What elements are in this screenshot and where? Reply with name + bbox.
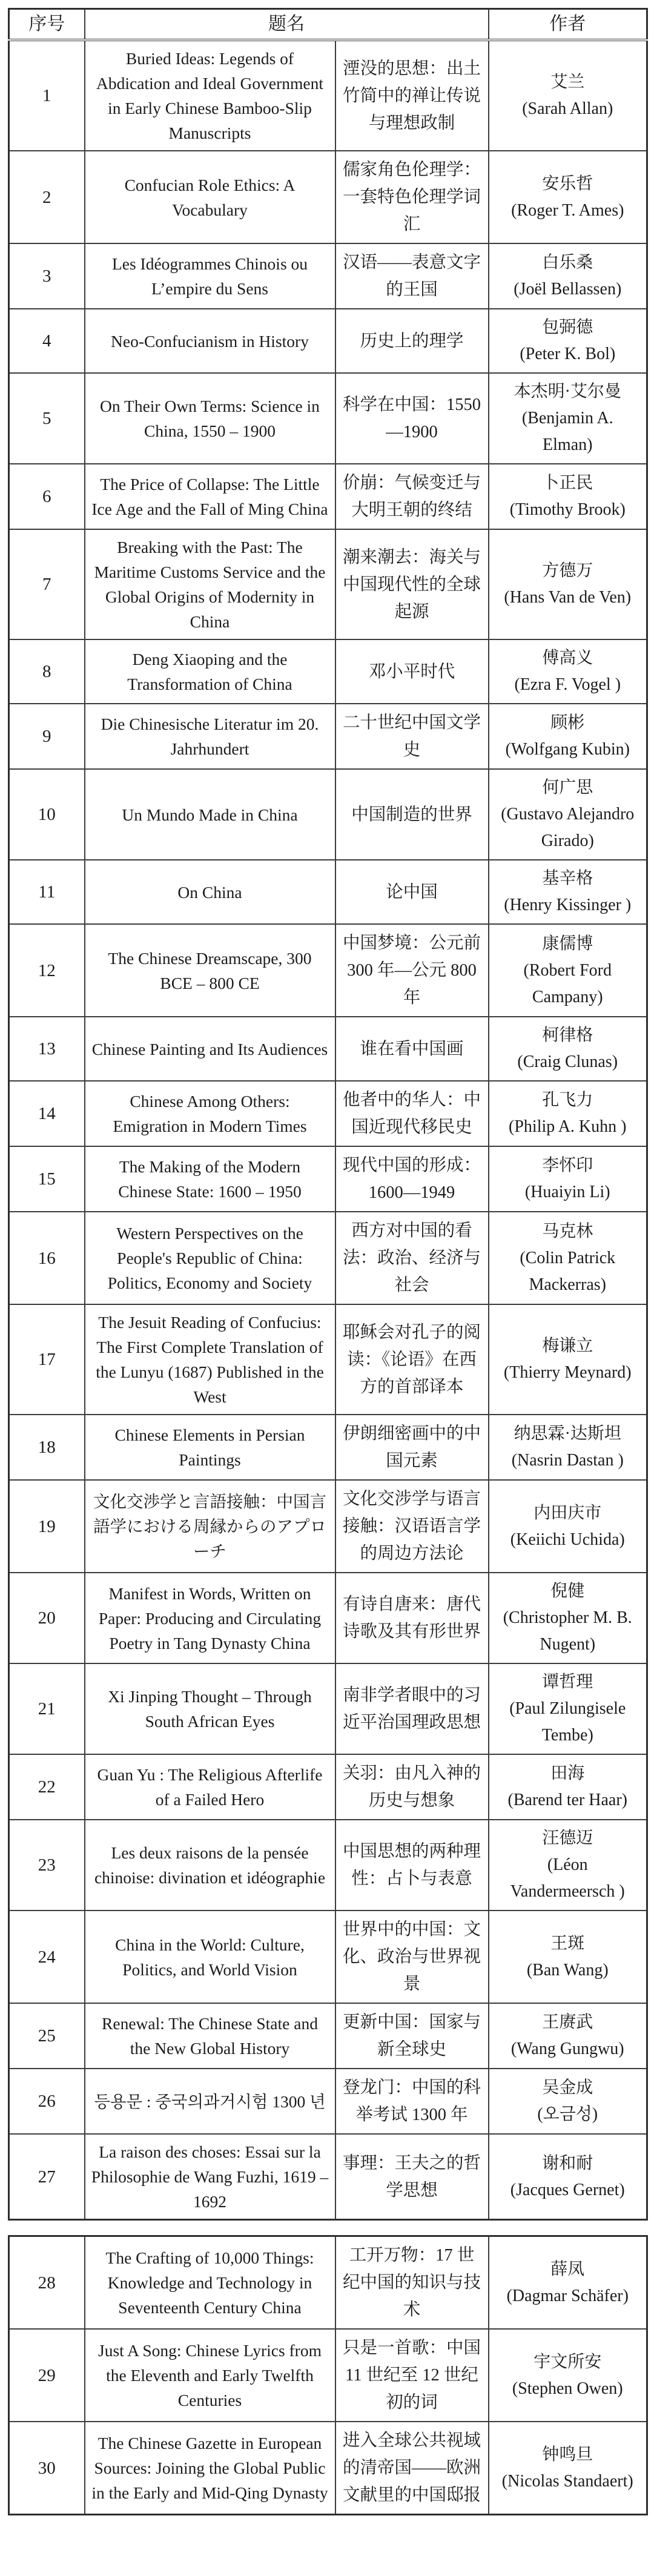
author-name-original: (Nicolas Standaert) <box>501 2471 633 2491</box>
author-cell <box>489 1663 647 1754</box>
author-cell <box>489 1081 647 1146</box>
title-original: La raison des choses: Essai sur la Philosophie de Wang Fuzhi, 1619 – 1692 <box>85 2134 335 2220</box>
author-cell <box>489 769 647 860</box>
title-original: Les Idéogrammes Chinois ou L’empire du Sens <box>85 243 335 309</box>
title-chinese: 登龙门：中国的科举考试 1300 年 <box>335 2069 489 2134</box>
author-name-original: (Keiichi Uchida) <box>510 1530 625 1549</box>
author-name-chinese: 内田庆市 <box>533 1503 602 1522</box>
table-row <box>9 1415 647 1480</box>
author-name-original: (Sarah Allan) <box>522 99 613 118</box>
row-number: 6 <box>9 464 85 529</box>
author-cell <box>489 2069 647 2134</box>
title-original: The Crafting of 10,000 Things: Knowledge and Technology in Seventeenth Century China <box>85 2236 335 2330</box>
title-chinese: 二十世纪中国文学史 <box>335 704 489 769</box>
row-number: 29 <box>9 2329 85 2422</box>
table-row <box>9 309 647 373</box>
title-original: On Their Own Terms: Science in China, 1550 – 1900 <box>85 373 335 464</box>
title-original: The Jesuit Reading of Confucius: The First Complete Translation of the Lunyu (1687) Published in the West <box>85 1304 335 1415</box>
author-name-original: (Henry Kissinger ) <box>504 896 632 914</box>
title-chinese: 工开万物：17 世纪中国的知识与技术 <box>335 2236 489 2330</box>
row-number: 8 <box>9 639 85 704</box>
title-original: Die Chinesische Literatur im 20. Jahrhundert <box>85 704 335 769</box>
row-number: 12 <box>9 924 85 1017</box>
table-row <box>9 1911 647 2003</box>
title-chinese: 历史上的理学 <box>335 309 489 373</box>
author-name-original: (오금성) <box>537 2105 598 2124</box>
row-number: 2 <box>9 151 85 243</box>
title-chinese: 中国梦境：公元前 300 年—公元 800 年 <box>335 924 489 1017</box>
author-name-chinese: 谭哲理 <box>542 1673 593 1691</box>
author-name-original: (Robert Ford Campany) <box>523 960 612 1006</box>
table-row <box>9 1754 647 1820</box>
table-row <box>9 1480 647 1573</box>
books-table-part-1 <box>8 8 648 2221</box>
table-row <box>9 2329 647 2422</box>
author-cell <box>489 1911 647 2003</box>
row-number: 4 <box>9 309 85 373</box>
title-chinese: 西方对中国的看法：政治、经济与社会 <box>335 1212 489 1304</box>
row-number: 13 <box>9 1017 85 1081</box>
row-number: 21 <box>9 1663 85 1754</box>
author-name-chinese: 方德万 <box>542 561 593 580</box>
author-name-chinese: 康儒博 <box>542 934 593 953</box>
title-chinese: 论中国 <box>335 860 489 924</box>
author-name-chinese: 钟鸣旦 <box>542 2445 593 2464</box>
table-row <box>9 151 647 243</box>
title-chinese: 关羽：由凡入神的历史与想象 <box>335 1754 489 1820</box>
author-cell <box>489 1017 647 1081</box>
title-original: Xi Jinping Thought – Through South African Eyes <box>85 1663 335 1754</box>
row-number: 27 <box>9 2134 85 2220</box>
title-original: Renewal: The Chinese State and the New Global History <box>85 2003 335 2069</box>
title-chinese: 事理：王夫之的哲学思想 <box>335 2134 489 2220</box>
author-cell <box>489 1212 647 1304</box>
title-chinese: 他者中的华人：中国近现代移民史 <box>335 1081 489 1146</box>
author-name-original: (Christopher M. B. Nugent) <box>503 1608 632 1654</box>
author-cell <box>489 639 647 704</box>
row-number: 23 <box>9 1820 85 1911</box>
table-row <box>9 1304 647 1415</box>
row-number: 18 <box>9 1415 85 1480</box>
table-row <box>9 1081 647 1146</box>
author-cell <box>489 1480 647 1573</box>
row-number: 30 <box>9 2422 85 2515</box>
author-name-original: (Ezra F. Vogel ) <box>514 675 621 694</box>
title-original: Chinese Painting and Its Audiences <box>85 1017 335 1081</box>
author-name-original: (Stephen Owen) <box>512 2379 623 2398</box>
author-name-chinese: 本杰明·艾尔曼 <box>514 382 621 401</box>
title-chinese: 文化交涉学与语言接触：汉语语言学的周边方法论 <box>335 1480 489 1573</box>
author-name-chinese: 李怀印 <box>542 1156 593 1175</box>
row-number: 14 <box>9 1081 85 1146</box>
author-name-chinese: 倪健 <box>550 1582 585 1600</box>
title-original: The Chinese Dreamscape, 300 BCE – 800 CE <box>85 924 335 1017</box>
title-original: The Chinese Gazette in European Sources: Joining the Global Public in the Early and Mid-Qing Dynasty <box>85 2422 335 2515</box>
title-chinese: 只是一首歌：中国 11 世纪至 12 世纪初的词 <box>335 2329 489 2422</box>
author-cell <box>489 309 647 373</box>
author-name-chinese: 顾彬 <box>550 713 585 732</box>
author-cell <box>489 1573 647 1663</box>
table-row <box>9 373 647 464</box>
title-chinese: 湮没的思想：出土竹简中的禅让传说与理想政制 <box>335 40 489 151</box>
row-number: 7 <box>9 529 85 639</box>
title-original: Un Mundo Made in China <box>85 769 335 860</box>
author-cell <box>489 373 647 464</box>
header-col-number: 序号 <box>9 9 85 41</box>
author-name-original: (Peter K. Bol) <box>520 345 616 363</box>
author-cell <box>489 2422 647 2515</box>
row-number: 25 <box>9 2003 85 2069</box>
table-body-part-1 <box>9 40 647 2220</box>
title-chinese: 耶稣会对孔子的阅读：《论语》在西方的首部译本 <box>335 1304 489 1415</box>
author-name-chinese: 宇文所安 <box>533 2352 602 2371</box>
title-original: Confucian Role Ethics: A Vocabulary <box>85 151 335 243</box>
author-name-chinese: 孔飞力 <box>542 1091 593 1109</box>
author-name-original: (Craig Clunas) <box>517 1052 618 1071</box>
title-original: China in the World: Culture, Politics, and World Vision <box>85 1911 335 2003</box>
author-name-original: (Ban Wang) <box>526 1960 609 1980</box>
author-name-original: (Benjamin A. Elman) <box>521 409 613 454</box>
author-name-original: (Philip A. Kuhn ) <box>509 1117 627 1136</box>
author-name-original: (Hans Van de Ven) <box>504 588 632 607</box>
table-header <box>9 9 647 41</box>
header-row <box>9 9 647 41</box>
title-original: Deng Xiaoping and the Transformation of China <box>85 639 335 704</box>
author-name-original: (Roger T. Ames) <box>511 200 624 220</box>
title-chinese: 价崩：气候变迁与大明王朝的终结 <box>335 464 489 529</box>
author-name-chinese: 田海 <box>550 1764 585 1783</box>
author-name-original: (Jacques Gernet) <box>510 2180 625 2199</box>
author-name-original: (Paul Zilungisele Tembe) <box>509 1699 626 1745</box>
title-chinese: 谁在看中国画 <box>335 1017 489 1081</box>
title-original: Manifest in Words, Written on Paper: Producing and Circulating Poetry in Tang Dynasty China <box>85 1573 335 1663</box>
table-row <box>9 2236 647 2330</box>
author-name-original: (Wang Gungwu) <box>510 2039 624 2058</box>
table-body-part-2 <box>9 2236 647 2515</box>
title-original: The Making of the Modern Chinese State: 1600 – 1950 <box>85 1146 335 1212</box>
author-cell <box>489 40 647 151</box>
title-original: 등용문 : 중국의과거시험 1300 년 <box>85 2069 335 2134</box>
table-row <box>9 2069 647 2134</box>
table-row <box>9 704 647 769</box>
row-number: 9 <box>9 704 85 769</box>
author-cell <box>489 1304 647 1415</box>
title-chinese: 现代中国的形成：1600—1949 <box>335 1146 489 1212</box>
title-original: Just A Song: Chinese Lyrics from the Eleventh and Early Twelfth Centuries <box>85 2329 335 2422</box>
table-row <box>9 2003 647 2069</box>
author-name-chinese: 艾兰 <box>550 73 585 91</box>
author-cell <box>489 2329 647 2422</box>
table-row <box>9 1146 647 1212</box>
author-cell <box>489 2236 647 2330</box>
title-original: Guan Yu : The Religious Afterlife of a Failed Hero <box>85 1754 335 1820</box>
author-name-original: (Wolfgang Kubin) <box>505 740 630 759</box>
table-row <box>9 1017 647 1081</box>
row-number: 22 <box>9 1754 85 1820</box>
author-name-original: (Colin Patrick Mackerras) <box>520 1248 616 1294</box>
row-number: 17 <box>9 1304 85 1415</box>
title-chinese: 潮来潮去：海关与中国现代性的全球起源 <box>335 529 489 639</box>
author-cell <box>489 2134 647 2220</box>
author-name-chinese: 白乐桑 <box>542 253 593 272</box>
author-name-original: (Nasrin Dastan ) <box>511 1451 624 1470</box>
author-cell <box>489 243 647 309</box>
title-chinese: 中国思想的两种理性：占卜与表意 <box>335 1820 489 1911</box>
table-row <box>9 40 647 151</box>
author-name-chinese: 何广思 <box>542 778 593 797</box>
author-name-chinese: 薛凤 <box>550 2259 585 2279</box>
page-break-gap <box>8 2221 646 2235</box>
table-row <box>9 464 647 529</box>
row-number: 26 <box>9 2069 85 2134</box>
author-name-chinese: 汪德迈 <box>542 1829 593 1848</box>
author-cell <box>489 704 647 769</box>
title-original: Breaking with the Past: The Maritime Customs Service and the Global Origins of Modernity in China <box>85 529 335 639</box>
author-cell <box>489 1754 647 1820</box>
table-row <box>9 1820 647 1911</box>
author-name-chinese: 王赓武 <box>542 2013 593 2032</box>
author-cell <box>489 2003 647 2069</box>
row-number: 19 <box>9 1480 85 1573</box>
row-number: 10 <box>9 769 85 860</box>
row-number: 1 <box>9 40 85 151</box>
table-row <box>9 529 647 639</box>
table-row <box>9 243 647 309</box>
row-number: 3 <box>9 243 85 309</box>
author-name-chinese: 傅高义 <box>542 649 593 667</box>
author-name-original: (Huaiyin Li) <box>524 1183 610 1201</box>
title-original: The Price of Collapse: The Little Ice Age and the Fall of Ming China <box>85 464 335 529</box>
title-original: Buried Ideas: Legends of Abdication and Ideal Government in Early Chinese Bamboo-Slip Manuscripts <box>85 40 335 151</box>
title-original: Neo-Confucianism in History <box>85 309 335 373</box>
author-name-chinese: 马克林 <box>542 1221 593 1241</box>
author-cell <box>489 924 647 1017</box>
author-name-original: (Timothy Brook) <box>509 500 626 519</box>
header-col-author: 作者 <box>489 9 647 41</box>
row-number: 15 <box>9 1146 85 1212</box>
table-row <box>9 2422 647 2515</box>
author-name-original: (Dagmar Schäfer) <box>506 2286 629 2305</box>
row-number: 16 <box>9 1212 85 1304</box>
table-row <box>9 924 647 1017</box>
header-col-title: 题名 <box>85 9 489 41</box>
title-chinese: 伊朗细密画中的中国元素 <box>335 1415 489 1480</box>
author-cell <box>489 860 647 924</box>
author-name-original: (Gustavo Alejandro Girado) <box>501 805 635 850</box>
author-name-original: (Thierry Meynard) <box>503 1363 632 1382</box>
table-row <box>9 1663 647 1754</box>
table-row <box>9 639 647 704</box>
row-number: 28 <box>9 2236 85 2330</box>
author-cell <box>489 1146 647 1212</box>
author-cell <box>489 529 647 639</box>
row-number: 20 <box>9 1573 85 1663</box>
author-name-original: (Léon Vandermeersch ) <box>510 1855 625 1901</box>
title-chinese: 邓小平时代 <box>335 639 489 704</box>
title-chinese: 科学在中国：1550—1900 <box>335 373 489 464</box>
title-chinese: 南非学者眼中的习近平治国理政思想 <box>335 1663 489 1754</box>
title-original: 文化交渉学と言語接触：中国言語学における周縁からのアプローチ <box>85 1480 335 1573</box>
author-name-chinese: 王斑 <box>550 1934 585 1953</box>
title-chinese: 汉语——表意文字的王国 <box>335 243 489 309</box>
title-chinese: 中国制造的世界 <box>335 769 489 860</box>
title-original: Western Perspectives on the People's Republic of China: Politics, Economy and Society <box>85 1212 335 1304</box>
author-name-chinese: 卜正民 <box>542 474 593 492</box>
row-number: 11 <box>9 860 85 924</box>
title-original: Les deux raisons de la pensée chinoise: divination et idéographie <box>85 1820 335 1911</box>
author-name-chinese: 包弼德 <box>542 318 593 337</box>
author-name-chinese: 梅谦立 <box>542 1336 593 1355</box>
title-chinese: 进入全球公共视域的清帝国——欧洲文献里的中国邸报 <box>335 2422 489 2515</box>
table-row <box>9 2134 647 2220</box>
author-name-chinese: 基辛格 <box>542 869 593 888</box>
author-name-chinese: 安乐哲 <box>542 174 593 193</box>
author-name-original: (Barend ter Haar) <box>507 1791 627 1809</box>
table-row <box>9 769 647 860</box>
title-original: Chinese Among Others: Emigration in Modern Times <box>85 1081 335 1146</box>
row-number: 24 <box>9 1911 85 2003</box>
title-chinese: 有诗自唐来：唐代诗歌及其有形世界 <box>335 1573 489 1663</box>
table-row <box>9 860 647 924</box>
author-name-original: (Joël Bellassen) <box>514 280 622 299</box>
author-cell <box>489 151 647 243</box>
table-row <box>9 1573 647 1663</box>
author-cell <box>489 1820 647 1911</box>
author-cell <box>489 1415 647 1480</box>
title-chinese: 儒家角色伦理学：一套特色伦理学词汇 <box>335 151 489 243</box>
title-chinese: 世界中的中国：文化、政治与世界视景 <box>335 1911 489 2003</box>
table-row <box>9 1212 647 1304</box>
author-name-chinese: 纳思霖·达斯坦 <box>514 1424 621 1443</box>
author-name-chinese: 吴金成 <box>542 2078 593 2097</box>
books-table-part-2 <box>8 2235 648 2515</box>
author-name-chinese: 柯律格 <box>542 1026 593 1045</box>
author-cell <box>489 464 647 529</box>
author-name-chinese: 谢和耐 <box>542 2153 593 2173</box>
title-original: On China <box>85 860 335 924</box>
row-number: 5 <box>9 373 85 464</box>
title-original: Chinese Elements in Persian Paintings <box>85 1415 335 1480</box>
title-chinese: 更新中国：国家与新全球史 <box>335 2003 489 2069</box>
